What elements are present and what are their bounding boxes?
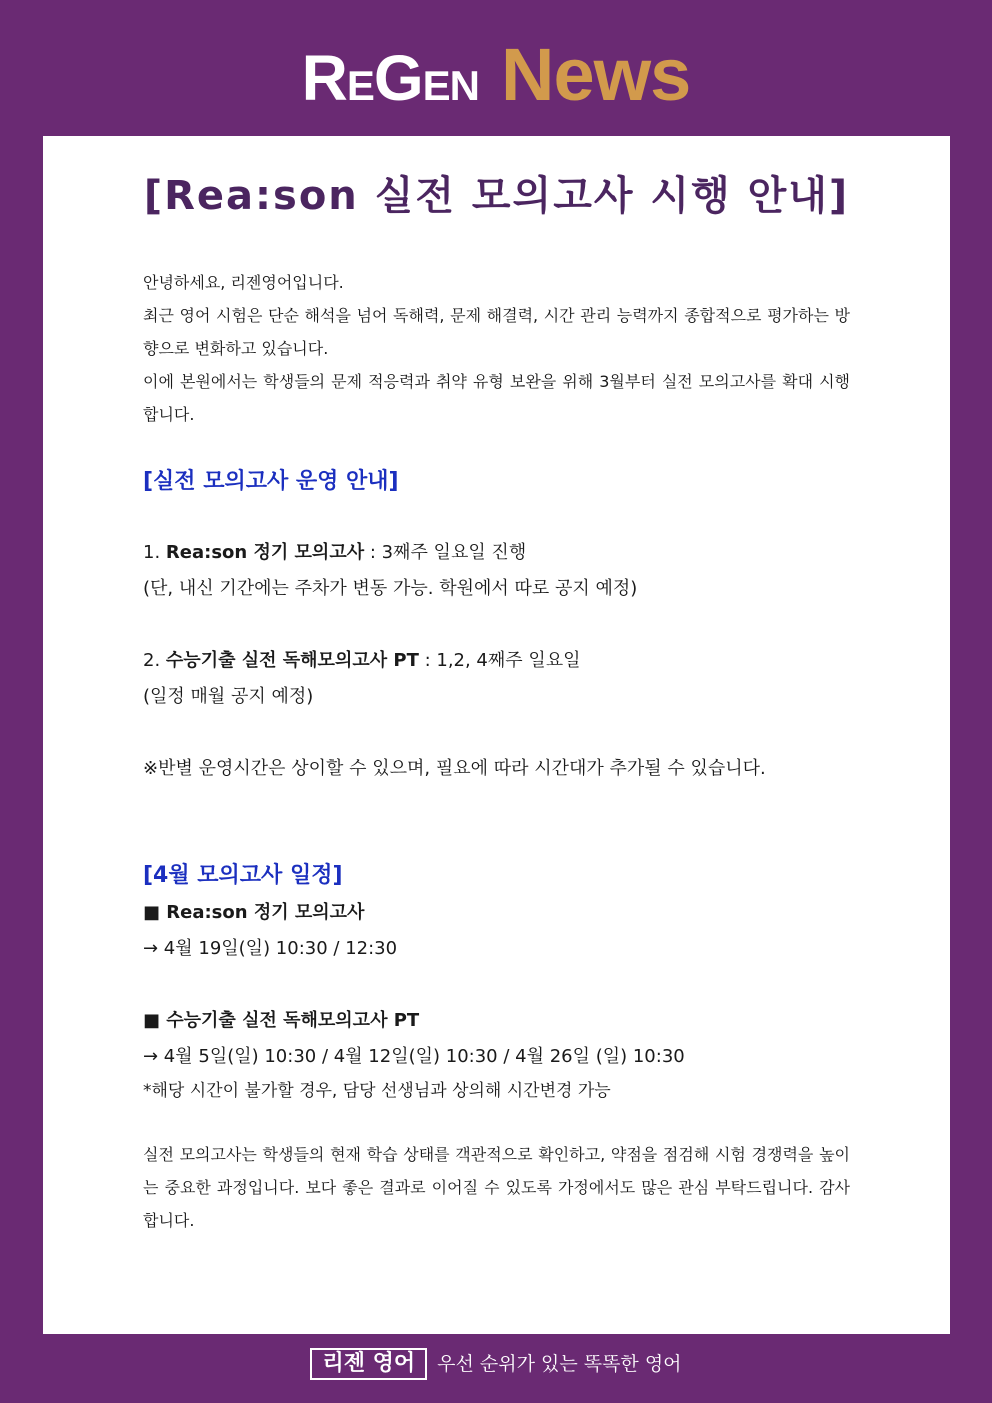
operation-item-2 xyxy=(143,643,850,679)
item-name: Rea:son 정기 모의고사 xyxy=(165,542,365,563)
masthead xyxy=(0,0,992,136)
closing-paragraph: 실전 모의고사는 학생들의 현재 학습 상태를 객관적으로 확인하고, 약점을 점검해 시험 경쟁력을 높이는 중요한 과정입니다. 보다 좋은 결과로 이어질 수 있도록 가정에서도 많은 관심 부탁드립니다. 감사합니다. xyxy=(143,1145,850,1230)
intro-paragraph: 최근 영어 시험은 단순 해석을 넘어 독해력, 문제 해결력, 시간 관리 능력까지 종합적으로 평가하는 방향으로 변화하고 있습니다. xyxy=(143,306,850,358)
item-detail: : 3째주 일요일 진행 xyxy=(364,542,527,563)
intro-paragraph: 이에 본원에서는 학생들의 문제 적응력과 취약 유형 보완을 위해 3월부터 실전 모의고사를 확대 시행합니다. xyxy=(143,372,850,424)
schedule-2-title xyxy=(143,1003,850,1039)
logo-regen xyxy=(302,42,479,114)
footer xyxy=(0,1348,992,1388)
intro-greeting: 안녕하세요, 리젠영어입니다. xyxy=(143,273,344,292)
section-schedule-title: [4월 모의고사 일정] xyxy=(143,863,343,888)
notice-sheet xyxy=(43,136,950,1334)
page-title: [Rea:son 실전 모의고사 시행 안내] xyxy=(143,173,850,219)
footer-brand: 리젠 영어 xyxy=(310,1348,427,1380)
schedule-title-text: ■ Rea:son 정기 모의고사 xyxy=(143,902,365,923)
item-name: 수능기출 실전 독해모의고사 PT xyxy=(165,650,419,671)
item-number: 1. xyxy=(143,542,161,563)
regen-news-logo xyxy=(0,33,992,116)
footer-slogan: 우선 순위가 있는 똑똑한 영어 xyxy=(437,1353,682,1375)
logo-news: News xyxy=(501,33,691,116)
logo-letter: E xyxy=(346,62,374,109)
section-operation-title: [실전 모의고사 운영 안내] xyxy=(143,469,399,494)
logo-letter: G xyxy=(373,42,423,114)
notice-content xyxy=(143,266,850,1237)
logo-letter: EN xyxy=(422,62,480,109)
operation-item-1-note: (단, 내신 기간에는 주차가 변동 가능. 학원에서 따로 공지 예정) xyxy=(143,578,638,599)
schedule-title-text: ■ 수능기출 실전 독해모의고사 PT xyxy=(143,1010,420,1031)
schedule-1-time: → 4월 19일(일) 10:30 / 12:30 xyxy=(143,938,398,959)
operation-item-2-note: (일정 매월 공지 예정) xyxy=(143,686,314,707)
operation-item-1 xyxy=(143,535,850,571)
schedule-1-title xyxy=(143,895,850,931)
schedule-2-time: → 4월 5일(일) 10:30 / 4월 12일(일) 10:30 / 4월 26일 (일) 10:30 xyxy=(143,1046,685,1067)
logo-letter: R xyxy=(301,42,347,114)
item-detail: : 1,2, 4째주 일요일 xyxy=(418,650,581,671)
schedule-2-note: *해당 시간이 불가할 경우, 담당 선생님과 상의해 시간변경 가능 xyxy=(143,1081,611,1101)
operation-note: ※반별 운영시간은 상이할 수 있으며, 필요에 따라 시간대가 추가될 수 있습니다. xyxy=(143,758,766,779)
item-number: 2. xyxy=(143,650,161,671)
